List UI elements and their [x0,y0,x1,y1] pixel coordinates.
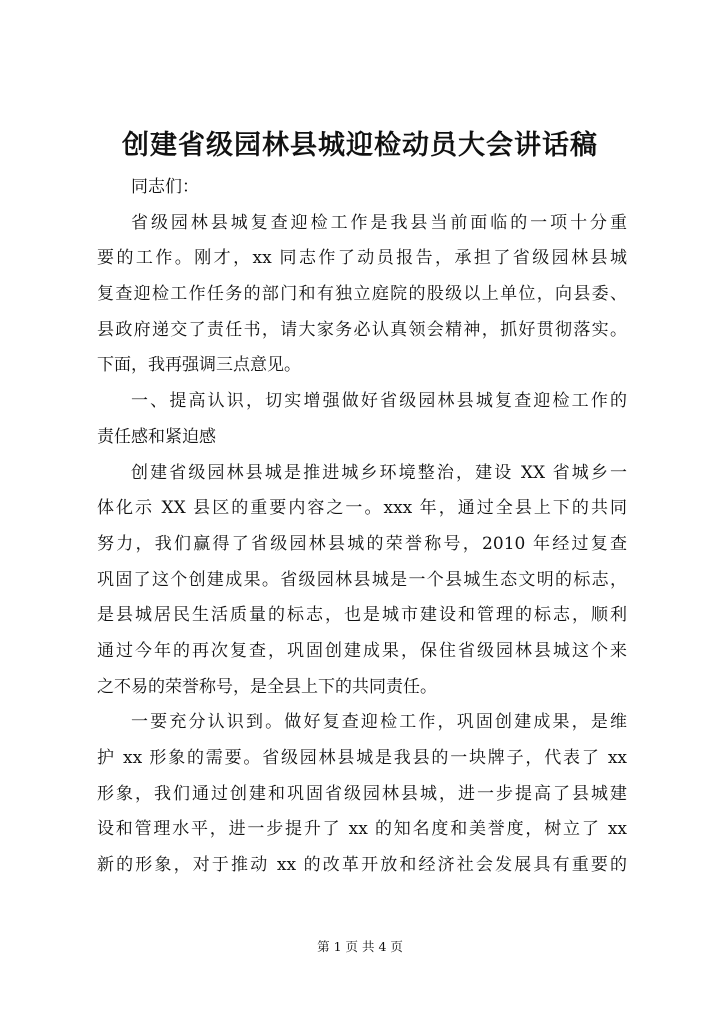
paragraph-line: 新的形象，对于推动 xx 的改革开放和经济社会发展具有重要的 [97,855,627,876]
paragraph-line: 下面，我再强调三点意见。 [97,355,301,376]
paragraph-line: 要的工作。刚才，xx 同志作了动员报告，承担了省级园林县城 [97,248,627,269]
paragraph-line: 通过今年的再次复查，巩固创建成果，保住省级园林县城这个来 [97,640,627,661]
paragraph-line: 巩固了这个创建成果。省级园林县城是一个县城生态文明的标志， [97,569,627,590]
paragraph-line: 形象，我们通过创建和巩固省级园林县城，进一步提高了县城建 [97,783,627,804]
paragraph-line: 之不易的荣誉称号，是全县上下的共同责任。 [97,676,437,697]
paragraph-line: 一要充分认识到。做好复查迎检工作，巩固创建成果，是维 [131,712,627,733]
document-title: 创建省级园林县城迎检动员大会讲话稿 [122,130,598,161]
section-heading-line: 责任感和紧迫感 [97,426,216,447]
paragraph-line: 县政府递交了责任书，请大家务必认真领会精神，抓好贯彻落实。 [97,319,627,340]
paragraph-line: 努力，我们赢得了省级园林县城的荣誉称号，2010 年经过复查 [97,533,627,554]
paragraph-line: 护 xx 形象的需要。省级园林县城是我县的一块牌子，代表了 xx [97,748,627,768]
paragraph-line: 创建省级园林县城是推进城乡环境整治，建设 XX 省城乡一 [131,462,627,483]
section-heading-line: 一、提高认识，切实增强做好省级园林县城复查迎检工作的 [131,391,627,412]
paragraph-line: 省级园林县城复查迎检工作是我县当前面临的一项十分重 [131,212,627,233]
document-body [97,170,627,884]
paragraph-line: 复查迎检工作任务的部门和有独立庭院的股级以上单位，向县委、 [97,284,627,305]
page-number-footer: 第 1 页 共 4 页 [317,939,403,954]
paragraph-line: 设和管理水平，进一步提升了 xx 的知名度和美誉度，树立了 xx [97,819,627,840]
salutation-line: 同志们： [131,177,199,197]
paragraph-line: 是县城居民生活质量的标志，也是城市建设和管理的标志，顺利 [97,605,627,626]
paragraph-line: 体化示 XX 县区的重要内容之一。xxx 年，通过全县上下的共同 [97,498,627,519]
